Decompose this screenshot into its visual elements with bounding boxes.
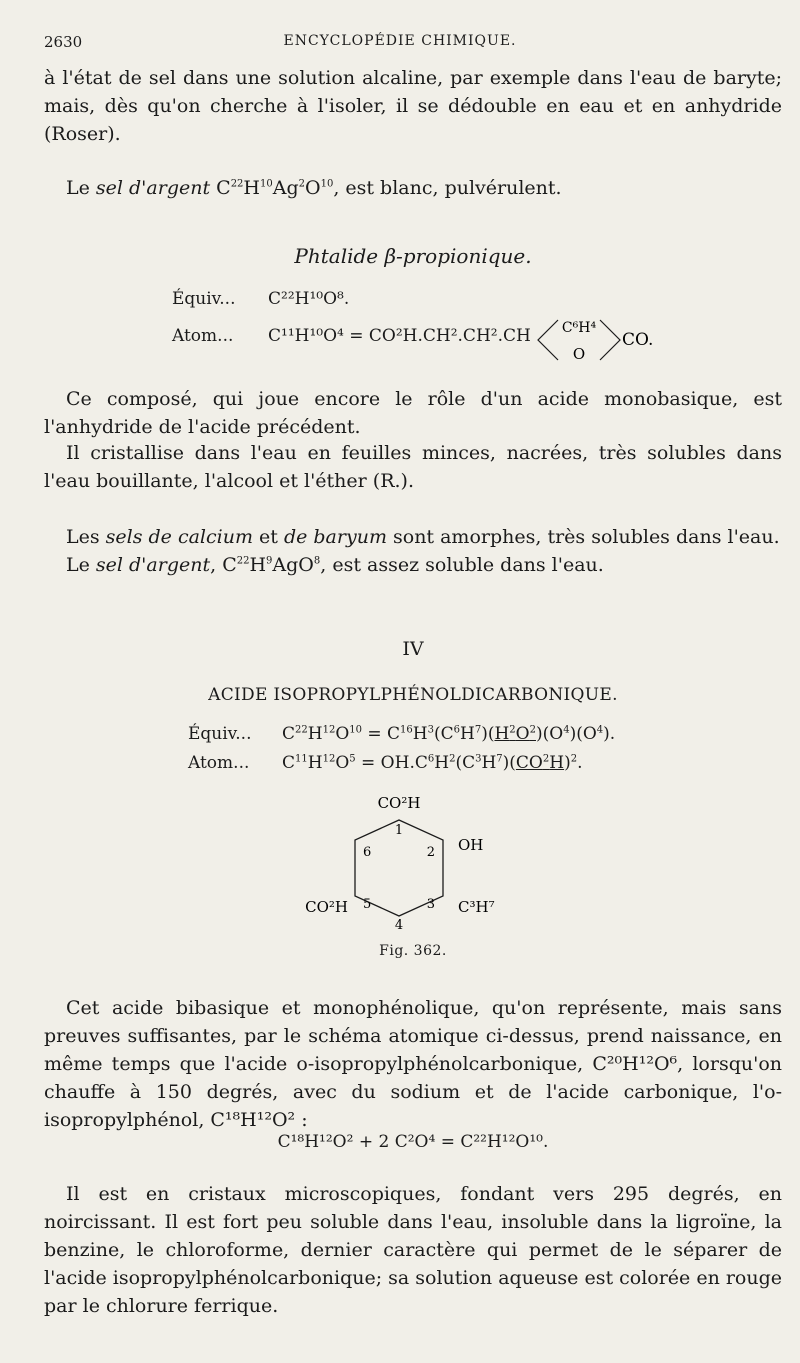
ring-position-2: 2: [426, 845, 435, 860]
p6-rest: , est assez soluble dans l'eau.: [320, 554, 604, 576]
substituent-carboxyl-top: CO²H: [377, 794, 421, 812]
formula-atom-1: [172, 318, 654, 363]
benzene-ring-diagram: [290, 788, 530, 948]
atom-label-1: Atom...: [172, 326, 234, 346]
paragraph-silver-salt-1: [44, 174, 782, 202]
paragraph-roser: à l'état de sel dans une solution alcaline, par exemple dans l'eau de baryte; mais, dès qu'on cherche à l'isoler, il se dédouble en eau et en anhydride (Roser).: [44, 67, 782, 145]
bracket-end: CO.: [622, 330, 654, 350]
ring-position-3: 3: [426, 897, 435, 912]
equiv-label-1: Équiv...: [172, 289, 236, 309]
p5-mid: et: [252, 526, 284, 548]
bracket-bottom: O: [572, 345, 586, 363]
p5-em1: sels de calcium: [105, 526, 253, 548]
ring-position-6: 6: [363, 845, 372, 860]
atom-formula-2: $C^{11}H^{12}O^5 = OH.C^6H^2(C^3H^7)(CO^2H)^2$.: [282, 753, 583, 773]
paragraph-calcium: [44, 523, 782, 551]
formula-atom-2: [188, 753, 583, 773]
p2-emphasis: sel d'argent: [95, 177, 211, 199]
p5-em2: de baryum: [283, 526, 387, 548]
equiv-formula-2: $C^{22}H^{12}O^{10} = C^{16}H^3(C^6H^7)(H^2O^2)(O^4)(O^4)$.: [282, 724, 616, 744]
paragraph-anhydride: Ce composé, qui joue encore le rôle d'un acide monobasique, est l'anhydride de l'acide précédent.: [44, 388, 782, 438]
paragraph-origin: Cet acide bibasique et monophénolique, qu'on représente, mais sans preuves suffisantes, par le schéma atomique ci-dessus, prend naissance, en même temps que l'acide o-isopropylphénolcarbonique, C²⁰H¹²O⁶, lorsqu'on chauffe à 150 degrés, avec du sodium et de l'acide carbonique, l'o-isopropylphénol, C¹⁸H¹²O² :: [44, 997, 782, 1131]
heading-phtalide: Phtalide β-propionique.: [294, 244, 532, 268]
ring-position-5: 5: [363, 897, 372, 912]
heading-acid: ACIDE ISOPROPYLPHÉNOLDICARBONIQUE.: [208, 685, 618, 705]
p5-rest: sont amorphes, très solubles dans l'eau.: [386, 526, 780, 548]
p2-rest: , est blanc, pulvérulent.: [333, 177, 562, 199]
reaction-equation: C¹⁸H¹²O² + 2 C²O⁴ = C²²H¹²O¹⁰.: [277, 1132, 549, 1152]
paragraph-properties: Il est en cristaux microscopiques, fondant vers 295 degrés, en noircissant. Il est fort peu soluble dans l'eau, insoluble dans la ligroïne, la benzine, le chloroforme, dernier caractère qui permet de le séparer de l'acide isopropylphénolcarbonique; sa solution aqueuse est colorée en rouge par le chlorure ferrique.: [44, 1183, 783, 1317]
ring-position-1: 1: [394, 823, 404, 838]
p6-em: sel d'argent: [95, 554, 211, 576]
lactone-bracket: [534, 318, 654, 363]
atom-formula-1: C¹¹H¹⁰O⁴ = CO²H.CH².CH².CH: [268, 326, 531, 346]
p6-formula: $C^{22}H^9AgO^8$: [222, 554, 321, 576]
equiv-label-2: Équiv...: [188, 724, 252, 744]
p6-lead: Le: [66, 554, 96, 576]
section-number: IV: [402, 638, 424, 660]
paragraph-crystallise: Il cristallise dans l'eau en feuilles minces, nacrées, très solubles dans l'eau bouillante, l'alcool et l'éther (R.).: [44, 442, 782, 492]
substituent-isopropyl: C³H⁷: [458, 898, 495, 916]
page-number: 2630: [44, 33, 83, 51]
p2-lead: Le: [66, 177, 96, 199]
paragraph-silver-salt-2: Le sel d'argent, $C^{22}H^9AgO^8$, est assez soluble dans l'eau.: [66, 554, 604, 576]
running-title: ENCYCLOPÉDIE CHIMIQUE.: [283, 33, 517, 49]
equiv-formula-1: C²²H¹⁰O⁸.: [268, 289, 350, 309]
bracket-top: C⁶H⁴: [561, 320, 597, 336]
substituent-hydroxyl: OH: [458, 836, 484, 854]
formula-equiv-1: [172, 289, 349, 309]
page-header: [44, 33, 756, 57]
ring-position-4: 4: [394, 918, 404, 933]
figure-caption: Fig. 362.: [379, 943, 447, 959]
atom-label-2: Atom...: [188, 753, 250, 773]
p5-lead: Les: [66, 526, 106, 548]
p2-formula: $C^{22}H^{10}Ag^2O^{10}$: [216, 177, 334, 199]
substituent-carboxyl-left: CO²H: [305, 898, 348, 916]
formula-equiv-2: [188, 724, 615, 744]
